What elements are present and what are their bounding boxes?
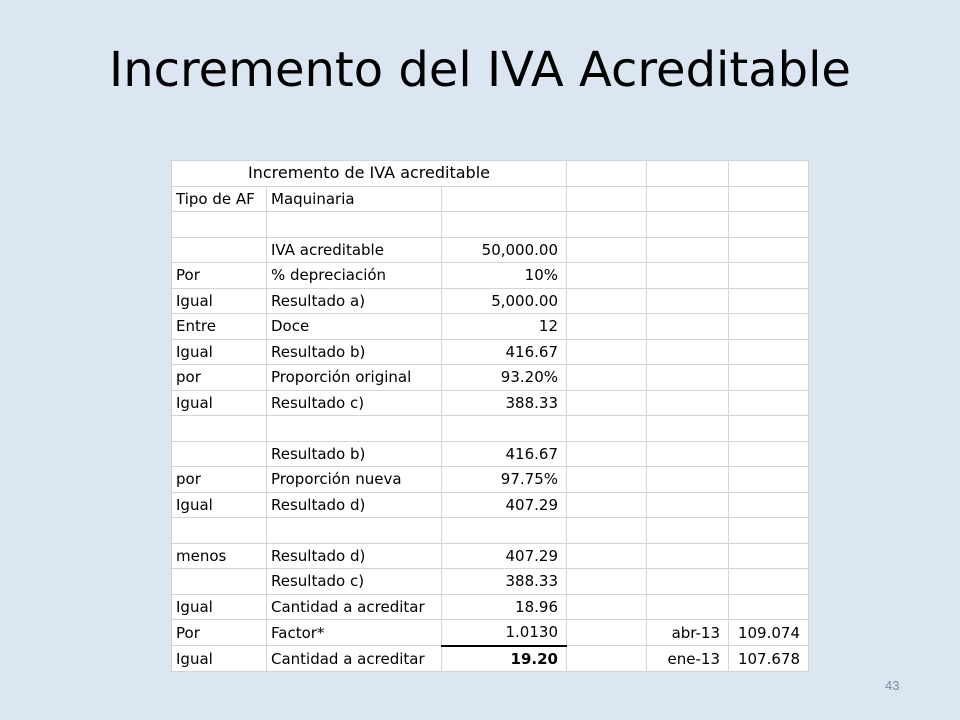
table-cell[interactable]: Igual [172, 492, 267, 518]
table-cell[interactable] [567, 212, 647, 238]
table-cell[interactable]: por [172, 365, 267, 391]
table-cell[interactable] [647, 186, 729, 212]
table-cell[interactable] [442, 416, 567, 442]
table-cell[interactable] [647, 365, 729, 391]
table-cell[interactable]: Igual [172, 646, 267, 672]
table-row [172, 594, 809, 620]
table-cell[interactable] [567, 569, 647, 595]
table-cell[interactable]: Igual [172, 594, 267, 620]
table-header-row [172, 161, 809, 187]
table-cell[interactable] [729, 390, 809, 416]
table-cell[interactable] [729, 288, 809, 314]
table-cell[interactable]: Factor* [267, 620, 442, 646]
table-cell[interactable]: Por [172, 263, 267, 289]
table-cell[interactable]: Entre [172, 314, 267, 340]
table-cell[interactable] [729, 467, 809, 493]
spreadsheet-table [171, 160, 809, 672]
table-cell[interactable]: 10% [442, 263, 567, 289]
table-cell[interactable]: Resultado b) [267, 339, 442, 365]
table-cell[interactable] [267, 212, 442, 238]
table-cell[interactable]: Igual [172, 390, 267, 416]
table-cell[interactable] [647, 314, 729, 340]
table-header[interactable]: Incremento de IVA acreditable [172, 161, 567, 187]
table-cell[interactable]: Cantidad a acreditar [267, 594, 442, 620]
table-cell[interactable]: Proporción nueva [267, 467, 442, 493]
table-row [172, 569, 809, 595]
table-cell[interactable] [567, 620, 647, 646]
table-cell[interactable]: 107.678 [729, 646, 809, 672]
table-cell[interactable] [172, 441, 267, 467]
table-cell[interactable] [567, 237, 647, 263]
table-cell[interactable]: Proporción original [267, 365, 442, 391]
table-cell[interactable] [647, 161, 729, 187]
table-cell[interactable]: 388.33 [442, 390, 567, 416]
table-cell[interactable] [729, 212, 809, 238]
table-row [172, 365, 809, 391]
table-row [172, 518, 809, 544]
table-row [172, 492, 809, 518]
table-cell[interactable] [729, 569, 809, 595]
table-cell[interactable] [647, 416, 729, 442]
table-cell[interactable] [442, 212, 567, 238]
table-row [172, 237, 809, 263]
table-cell[interactable] [729, 518, 809, 544]
table-cell[interactable]: Resultado a) [267, 288, 442, 314]
table-cell[interactable]: 407.29 [442, 543, 567, 569]
table-cell[interactable]: Resultado c) [267, 390, 442, 416]
table-row [172, 288, 809, 314]
slide-title: Incremento del IVA Acreditable [109, 42, 851, 98]
table-cell[interactable]: Resultado c) [267, 569, 442, 595]
table-cell[interactable]: menos [172, 543, 267, 569]
table-cell[interactable]: Maquinaria [267, 186, 442, 212]
table-cell[interactable] [567, 646, 647, 672]
table-cell[interactable] [647, 594, 729, 620]
table-cell[interactable]: Resultado d) [267, 543, 442, 569]
table-cell[interactable] [172, 212, 267, 238]
table-cell[interactable] [729, 492, 809, 518]
table-cell[interactable] [647, 441, 729, 467]
table-cell[interactable] [729, 263, 809, 289]
table-cell[interactable]: abr-13 [647, 620, 729, 646]
table-row [172, 212, 809, 238]
table-cell[interactable] [647, 339, 729, 365]
table-cell[interactable]: 5,000.00 [442, 288, 567, 314]
table-cell[interactable] [442, 518, 567, 544]
table-cell[interactable]: % depreciación [267, 263, 442, 289]
table-cell[interactable]: IVA acreditable [267, 237, 442, 263]
table-cell[interactable] [567, 441, 647, 467]
table-row [172, 441, 809, 467]
table-cell[interactable] [729, 314, 809, 340]
table-cell[interactable] [567, 186, 647, 212]
table-cell[interactable] [567, 263, 647, 289]
table-row [172, 620, 809, 646]
table-cell[interactable] [172, 237, 267, 263]
table-cell[interactable]: 19.20 [442, 646, 567, 672]
table-cell[interactable] [567, 339, 647, 365]
table-cell[interactable] [567, 161, 647, 187]
table-row [172, 263, 809, 289]
table-cell[interactable]: Igual [172, 339, 267, 365]
table-cell[interactable] [172, 569, 267, 595]
table-cell[interactable]: 18.96 [442, 594, 567, 620]
table-cell[interactable] [729, 441, 809, 467]
table-row [172, 339, 809, 365]
table-cell[interactable] [647, 263, 729, 289]
table-cell[interactable]: Igual [172, 288, 267, 314]
table-cell[interactable] [729, 237, 809, 263]
table-cell[interactable] [729, 161, 809, 187]
table-cell[interactable] [567, 467, 647, 493]
table-cell[interactable] [729, 594, 809, 620]
table-cell[interactable] [567, 390, 647, 416]
table-cell[interactable]: 388.33 [442, 569, 567, 595]
table-cell[interactable] [267, 416, 442, 442]
table-cell[interactable] [647, 518, 729, 544]
table-cell[interactable] [442, 186, 567, 212]
table-cell[interactable] [567, 416, 647, 442]
table-cell[interactable]: Tipo de AF [172, 186, 267, 212]
table-cell[interactable]: 93.20% [442, 365, 567, 391]
table-row [172, 467, 809, 493]
table-cell[interactable]: Doce [267, 314, 442, 340]
table-cell[interactable] [567, 492, 647, 518]
table-cell[interactable] [647, 492, 729, 518]
table-cell[interactable] [729, 339, 809, 365]
table-cell[interactable] [567, 543, 647, 569]
table-cell[interactable] [567, 288, 647, 314]
table-cell[interactable] [729, 543, 809, 569]
page-number: 43 [885, 678, 900, 693]
table-cell[interactable] [647, 569, 729, 595]
table-row [172, 543, 809, 569]
table-cell[interactable] [647, 390, 729, 416]
table-cell[interactable] [567, 518, 647, 544]
table-cell[interactable] [647, 543, 729, 569]
table-cell[interactable]: 416.67 [442, 339, 567, 365]
table-cell[interactable]: 1.0130 [442, 620, 567, 646]
table-cell[interactable] [729, 365, 809, 391]
table-row [172, 314, 809, 340]
table-cell[interactable] [267, 518, 442, 544]
table-cell[interactable]: 97.75% [442, 467, 567, 493]
table-cell[interactable] [172, 518, 267, 544]
table-cell[interactable] [647, 237, 729, 263]
table-cell[interactable] [647, 288, 729, 314]
table-cell[interactable]: 12 [442, 314, 567, 340]
table-cell[interactable] [729, 416, 809, 442]
table-cell[interactable] [729, 186, 809, 212]
table-cell[interactable]: 109.074 [729, 620, 809, 646]
table-row [172, 416, 809, 442]
table-cell[interactable] [172, 416, 267, 442]
table-cell[interactable] [567, 594, 647, 620]
table-cell[interactable]: por [172, 467, 267, 493]
table-cell[interactable]: Resultado b) [267, 441, 442, 467]
table-cell[interactable]: Por [172, 620, 267, 646]
table-cell[interactable] [567, 365, 647, 391]
table-row [172, 186, 809, 212]
table-cell[interactable] [647, 212, 729, 238]
table-row [172, 390, 809, 416]
table-row [172, 646, 809, 672]
table-cell[interactable]: 416.67 [442, 441, 567, 467]
table-cell[interactable] [567, 314, 647, 340]
table-cell[interactable]: 407.29 [442, 492, 567, 518]
table-cell[interactable] [647, 467, 729, 493]
table-cell[interactable]: ene-13 [647, 646, 729, 672]
table-cell[interactable]: 50,000.00 [442, 237, 567, 263]
table-cell[interactable]: Resultado d) [267, 492, 442, 518]
table-cell[interactable]: Cantidad a acreditar [267, 646, 442, 672]
